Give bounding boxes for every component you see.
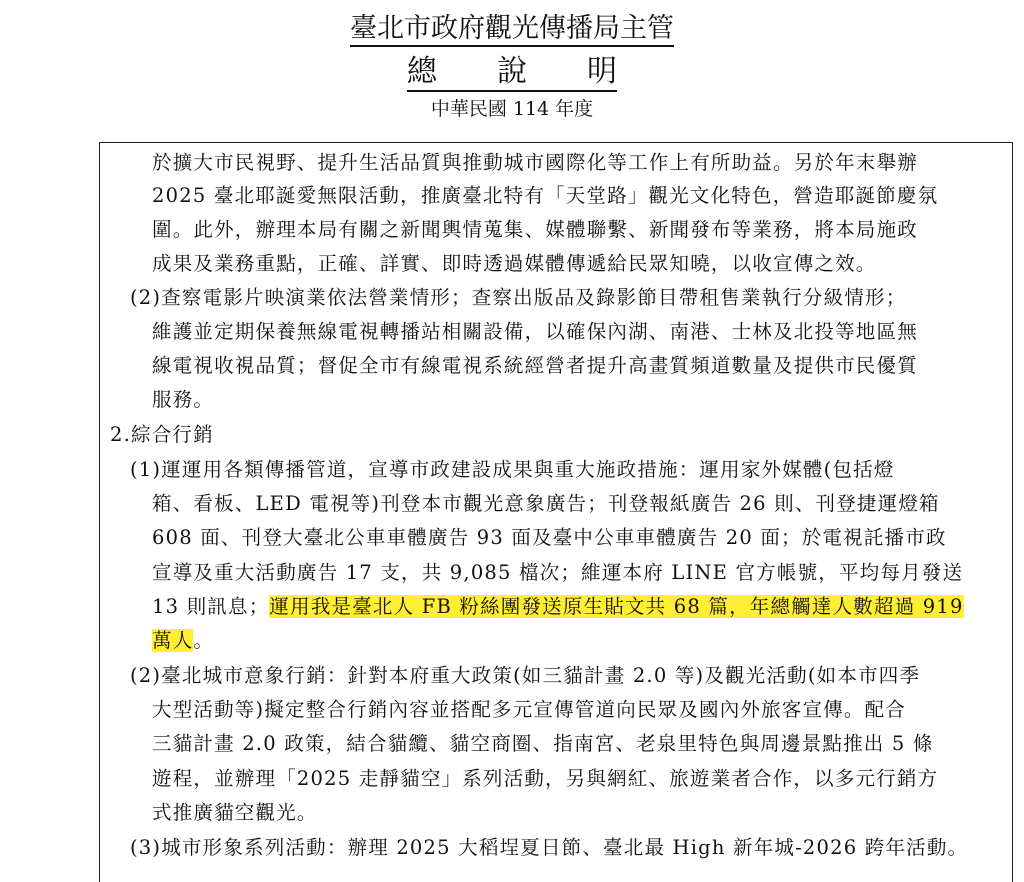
paragraph-line-mixed [152, 627, 214, 655]
item-3-line: (3)城市形象系列活動：辦理 2025 大稻埕夏日節、臺北最 High 新年城-2026 跨年活動。 [130, 836, 969, 859]
paragraph-line: 式推廣貓空觀光。 [152, 801, 318, 824]
paragraph-line: 線電視收視品質；督促全市有線電視系統經營者提升高畫質頻道數量及提供市民優質 [152, 354, 918, 377]
highlighted-text: 運用我是臺北人 FB 粉絲團發送原生貼文共 68 篇，年總觸達人數超過 919 [269, 595, 964, 618]
item-2-line: (2)查察電影片映演業依法營業情形；查察出版品及錄影節目帶租售業執行分級情形； [130, 286, 907, 309]
paragraph-line: 宣導及重大活動廣告 17 支，共 9,085 檔次；維運本府 LINE 官方帳號，平均每月發送 [152, 561, 964, 584]
line-text: 13 則訊息； [152, 595, 270, 618]
paragraph-line: 維護並定期保養無線電視轉播站相關設備，以確保內湖、南港、士林及北投等地區無 [152, 320, 918, 343]
paragraph-line: 服務。 [152, 388, 215, 411]
fiscal-year: 中華民國 114 年度 [430, 98, 594, 120]
paragraph-line: 608 面、刊登大臺北公車車體廣告 93 面及臺中公車車體廣告 20 面；於電視託播市政 [152, 526, 947, 549]
document-title [0, 12, 1024, 46]
highlighted-text: 萬人 [152, 629, 194, 652]
section-heading-marketing: 2.綜合行銷 [110, 423, 214, 446]
paragraph-line: 三貓計畫 2.0 政策，結合貓纜、貓空商圈、指南宮、老泉里特色與周邊景點推出 5 條 [152, 732, 934, 755]
paragraph-line: 遊程，並辦理「2025 走靜貓空」系列活動，另與網紅、旅遊業者合作，以多元行銷方 [152, 767, 939, 790]
paragraph-line: 箱、看板、LED 電視等)刊登本市觀光意象廣告；刊登報紙廣告 26 則、刊登捷運燈箱 [152, 492, 940, 515]
paragraph-line: 成果及業務重點，正確、詳實、即時透過媒體傳遞給民眾知曉，以收宣傳之效。 [152, 252, 877, 275]
paragraph-line: 2025 臺北耶誕愛無限活動，推廣臺北特有「天堂路」觀光文化特色，營造耶誕節慶氛 [152, 184, 939, 207]
paragraph-line: 圍。此外，辦理本局有關之新聞輿情蒐集、媒體聯繫、新聞發布等業務，將本局施政 [152, 218, 918, 241]
paragraph-line-mixed [152, 593, 964, 621]
paragraph-line: 於擴大市民視野、提升生活品質與推動城市國際化等工作上有所助益。另於年末舉辦 [152, 151, 918, 174]
item-1-line: (1)運運用各類傳播管道，宣導市政建設成果與重大施政措施：運用家外媒體(包括燈 [130, 458, 895, 481]
paragraph-line: 大型活動等)擬定整合行銷內容並搭配多元宣傳管道向民眾及國內外旅客宣傳。配合 [152, 698, 907, 721]
document-subtitle-text: 總 說 明 [407, 54, 617, 92]
item-2-line: (2)臺北城市意象行銷：針對本府重大政策(如三貓計畫 2.0 等)及觀光活動(如本市四季 [130, 664, 921, 687]
line-text: 。 [193, 629, 215, 652]
document-title-text: 臺北市政府觀光傳播局主管 [350, 13, 674, 47]
document-subtitle [0, 53, 1024, 91]
